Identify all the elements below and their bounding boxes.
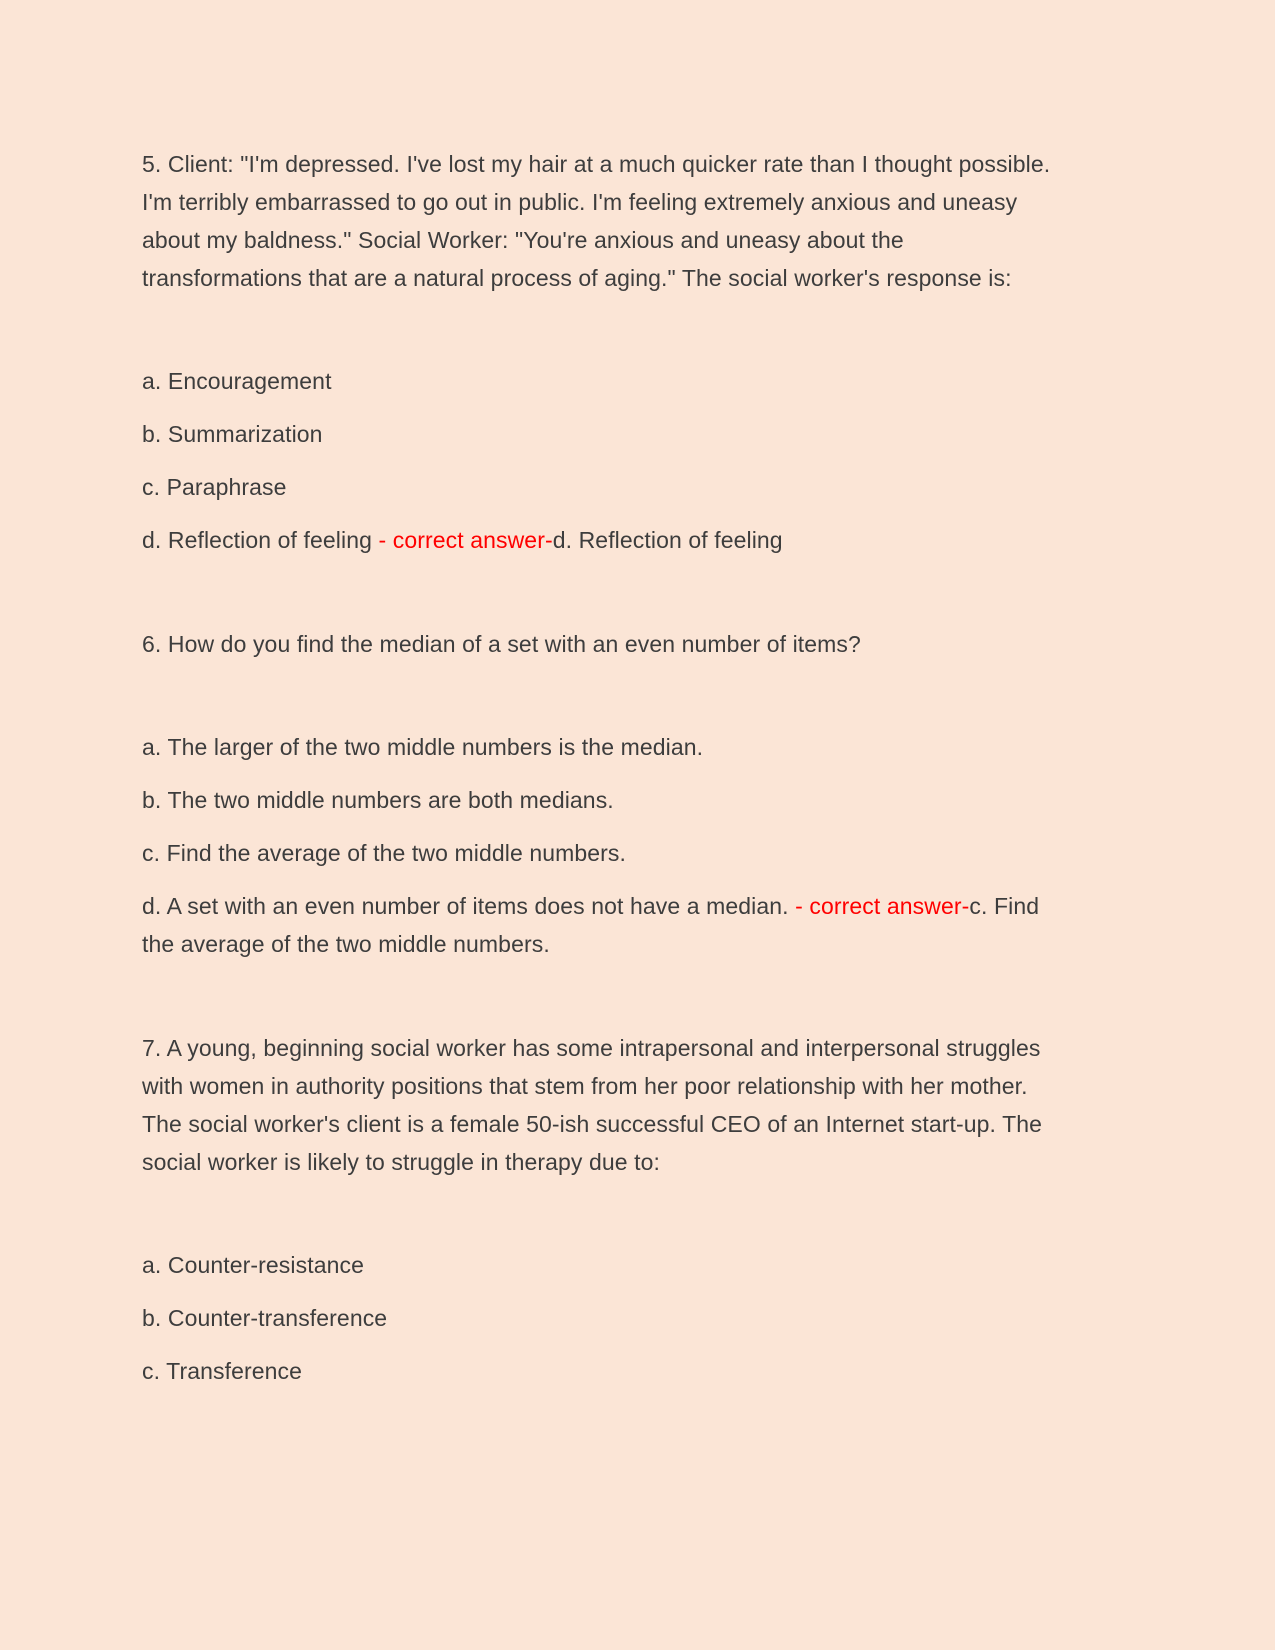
answer-option xyxy=(142,415,1070,453)
answer-text: c. Paraphrase xyxy=(142,474,287,500)
answer-text: a. Encouragement xyxy=(142,368,332,394)
answer-option xyxy=(142,362,1070,400)
answer-text: d. Reflection of feeling xyxy=(142,527,379,553)
answer-text: d. A set with an even number of items does not have a median. xyxy=(142,893,796,919)
correct-answer-marker: - correct answer- xyxy=(795,893,970,919)
answer-text: d. Reflection of feeling xyxy=(552,527,783,553)
answer-text: b. Counter-transference xyxy=(142,1305,388,1331)
question-block xyxy=(142,1029,1070,1405)
answer-option xyxy=(142,887,1070,963)
answer-text: a. The larger of the two middle numbers is the median. xyxy=(142,734,704,760)
answer-option xyxy=(142,728,1070,766)
question-prompt: 6. How do you find the median of a set with an even number of items? xyxy=(142,631,861,657)
question-prompt: 5. Client: "I'm depressed. I've lost my hair at a much quicker rate than I thought possible. I'm terribly embarrassed to go out in public. I'm feeling extremely anxious and uneasy about my baldness." Social Worker: "You're anxious and uneasy about the transformations that are a natural process of aging." The social worker's response is: xyxy=(142,151,1051,291)
question-prompt: 7. A young, beginning social worker has some intrapersonal and interpersonal struggles with women in authority positions that stem from her poor relationship with her mother. The social worker's client is a female 50-ish successful CEO of an Internet start-up. The social worker is likely to struggle in therapy due to: xyxy=(142,1035,1043,1175)
answer-option xyxy=(142,1352,1070,1390)
answer-option xyxy=(142,781,1070,819)
question-block xyxy=(142,625,1070,978)
answer-text: b. The two middle numbers are both medians. xyxy=(142,787,614,813)
answer-text: c. Find the average of the two middle numbers. xyxy=(142,893,1040,957)
correct-answer-marker: - correct answer- xyxy=(378,527,553,553)
answer-option xyxy=(142,1299,1070,1337)
questions-container xyxy=(142,145,1070,1456)
answer-text: b. Summarization xyxy=(142,421,323,447)
answer-option xyxy=(142,1246,1070,1284)
answer-option xyxy=(142,521,1070,559)
answer-text: a. Counter-resistance xyxy=(142,1252,364,1278)
answer-option xyxy=(142,834,1070,872)
answer-text: c. Find the average of the two middle numbers. xyxy=(142,840,627,866)
answer-option xyxy=(142,468,1070,506)
question-block xyxy=(142,145,1070,574)
answer-text: c. Transference xyxy=(142,1358,303,1384)
